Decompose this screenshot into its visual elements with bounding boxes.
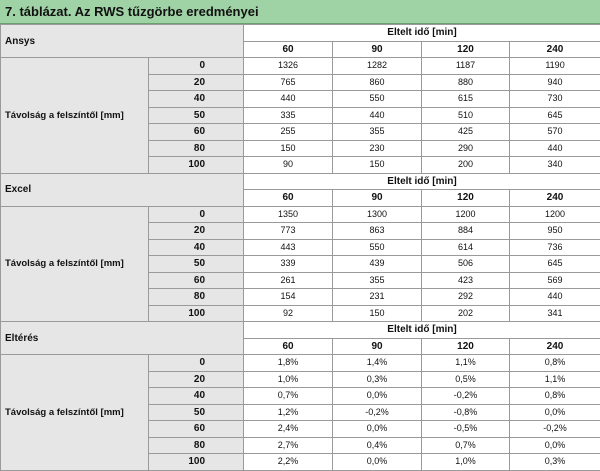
table-cell: 355 <box>333 124 422 141</box>
distance-value: 80 <box>149 140 244 157</box>
table-cell: 150 <box>244 140 333 157</box>
table-cell: 1200 <box>422 206 510 223</box>
section-name: Eltérés <box>1 322 244 355</box>
table-cell: 0,5% <box>422 371 510 388</box>
table-cell: 860 <box>333 74 422 91</box>
table-cell: 231 <box>333 289 422 306</box>
time-header: 90 <box>333 190 422 207</box>
table-cell: 2,4% <box>244 421 333 438</box>
time-header: 120 <box>422 41 510 58</box>
table-cell: 736 <box>510 239 600 256</box>
table-cell: -0,2% <box>333 404 422 421</box>
section-header-row <box>1 173 600 190</box>
table-cell: 90 <box>244 157 333 174</box>
table-cell: 0,8% <box>510 388 600 405</box>
table-cell: 255 <box>244 124 333 141</box>
table-cell: 569 <box>510 272 600 289</box>
table-cell: 940 <box>510 74 600 91</box>
time-header: 120 <box>422 338 510 355</box>
table-cell: 1350 <box>244 206 333 223</box>
distance-value: 40 <box>149 239 244 256</box>
time-header: 120 <box>422 190 510 207</box>
time-header: 240 <box>510 41 600 58</box>
table-cell: 154 <box>244 289 333 306</box>
table-cell: 1,4% <box>333 355 422 372</box>
distance-value: 0 <box>149 58 244 75</box>
table-cell: 92 <box>244 305 333 322</box>
table-cell: 0,0% <box>510 437 600 454</box>
table-cell: -0,2% <box>422 388 510 405</box>
table-cell: 439 <box>333 256 422 273</box>
time-header: 90 <box>333 338 422 355</box>
table-cell: 645 <box>510 256 600 273</box>
time-header: 240 <box>510 190 600 207</box>
distance-value: 60 <box>149 124 244 141</box>
table-cell: 0,0% <box>333 421 422 438</box>
section-header-row <box>1 322 600 339</box>
table-cell: 1190 <box>510 58 600 75</box>
results-table <box>0 24 600 471</box>
table-cell: 615 <box>422 91 510 108</box>
table-cell: 440 <box>510 289 600 306</box>
distance-value: 50 <box>149 107 244 124</box>
table-cell: 863 <box>333 223 422 240</box>
table-row <box>1 355 600 372</box>
table-cell: 423 <box>422 272 510 289</box>
table-title: 7. táblázat. Az RWS tűzgörbe eredményei <box>0 0 600 24</box>
table-cell: 1,0% <box>244 371 333 388</box>
table-cell: 765 <box>244 74 333 91</box>
distance-value: 60 <box>149 421 244 438</box>
table-cell: 1282 <box>333 58 422 75</box>
table-cell: 440 <box>333 107 422 124</box>
table-cell: 0,3% <box>510 454 600 471</box>
distance-value: 60 <box>149 272 244 289</box>
table-cell: 0,0% <box>333 388 422 405</box>
table-cell: 773 <box>244 223 333 240</box>
table-cell: 0,3% <box>333 371 422 388</box>
table-cell: -0,5% <box>422 421 510 438</box>
table-cell: 0,7% <box>244 388 333 405</box>
row-group-label: Távolság a felszíntől [mm] <box>1 206 149 322</box>
distance-value: 50 <box>149 256 244 273</box>
table-cell: 1,2% <box>244 404 333 421</box>
section-header-row <box>1 25 600 42</box>
table-row <box>1 58 600 75</box>
table-cell: 425 <box>422 124 510 141</box>
table-cell: 0,0% <box>333 454 422 471</box>
table-cell: 550 <box>333 239 422 256</box>
table-cell: 150 <box>333 305 422 322</box>
time-header: 90 <box>333 41 422 58</box>
table-cell: 950 <box>510 223 600 240</box>
table-cell: 1200 <box>510 206 600 223</box>
elapsed-time-label: Eltelt idő [min] <box>244 322 600 339</box>
distance-value: 100 <box>149 454 244 471</box>
table-cell: 292 <box>422 289 510 306</box>
table-cell: 202 <box>422 305 510 322</box>
table-row <box>1 206 600 223</box>
table-cell: 614 <box>422 239 510 256</box>
distance-value: 50 <box>149 404 244 421</box>
table-cell: 440 <box>244 91 333 108</box>
table-cell: 261 <box>244 272 333 289</box>
time-header: 60 <box>244 41 333 58</box>
table-cell: 510 <box>422 107 510 124</box>
section-name: Excel <box>1 173 244 206</box>
distance-value: 100 <box>149 157 244 174</box>
table-cell: 506 <box>422 256 510 273</box>
row-group-label: Távolság a felszíntől [mm] <box>1 355 149 471</box>
distance-value: 40 <box>149 388 244 405</box>
table-cell: 1,0% <box>422 454 510 471</box>
table-cell: 443 <box>244 239 333 256</box>
time-header: 60 <box>244 338 333 355</box>
table-cell: 1187 <box>422 58 510 75</box>
table-cell: 440 <box>510 140 600 157</box>
table-cell: 730 <box>510 91 600 108</box>
table-cell: 230 <box>333 140 422 157</box>
distance-value: 0 <box>149 206 244 223</box>
table-cell: 355 <box>333 272 422 289</box>
table-cell: 550 <box>333 91 422 108</box>
table-cell: 341 <box>510 305 600 322</box>
distance-value: 20 <box>149 371 244 388</box>
table-cell: 0,0% <box>510 404 600 421</box>
distance-value: 0 <box>149 355 244 372</box>
table-cell: 339 <box>244 256 333 273</box>
table-cell: 1,8% <box>244 355 333 372</box>
table-cell: 1,1% <box>422 355 510 372</box>
table-cell: 1300 <box>333 206 422 223</box>
table-cell: 335 <box>244 107 333 124</box>
distance-value: 100 <box>149 305 244 322</box>
row-group-label: Távolság a felszíntől [mm] <box>1 58 149 174</box>
section-name: Ansys <box>1 25 244 58</box>
time-header: 240 <box>510 338 600 355</box>
table-cell: 1,1% <box>510 371 600 388</box>
table-cell: 0,7% <box>422 437 510 454</box>
table-cell: 880 <box>422 74 510 91</box>
distance-value: 40 <box>149 91 244 108</box>
time-header: 60 <box>244 190 333 207</box>
table-cell: 1326 <box>244 58 333 75</box>
table-cell: 150 <box>333 157 422 174</box>
table-cell: -0,2% <box>510 421 600 438</box>
table-cell: 0,8% <box>510 355 600 372</box>
elapsed-time-label: Eltelt idő [min] <box>244 173 600 190</box>
table-cell: 884 <box>422 223 510 240</box>
table-cell: 340 <box>510 157 600 174</box>
table-body <box>1 25 600 471</box>
table-cell: 570 <box>510 124 600 141</box>
table-cell: 200 <box>422 157 510 174</box>
distance-value: 20 <box>149 74 244 91</box>
distance-value: 80 <box>149 437 244 454</box>
distance-value: 80 <box>149 289 244 306</box>
table-cell: 290 <box>422 140 510 157</box>
elapsed-time-label: Eltelt idő [min] <box>244 25 600 42</box>
table-cell: 645 <box>510 107 600 124</box>
table-cell: 0,4% <box>333 437 422 454</box>
table-cell: 2,7% <box>244 437 333 454</box>
distance-value: 20 <box>149 223 244 240</box>
table-cell: 2,2% <box>244 454 333 471</box>
table-cell: -0,8% <box>422 404 510 421</box>
